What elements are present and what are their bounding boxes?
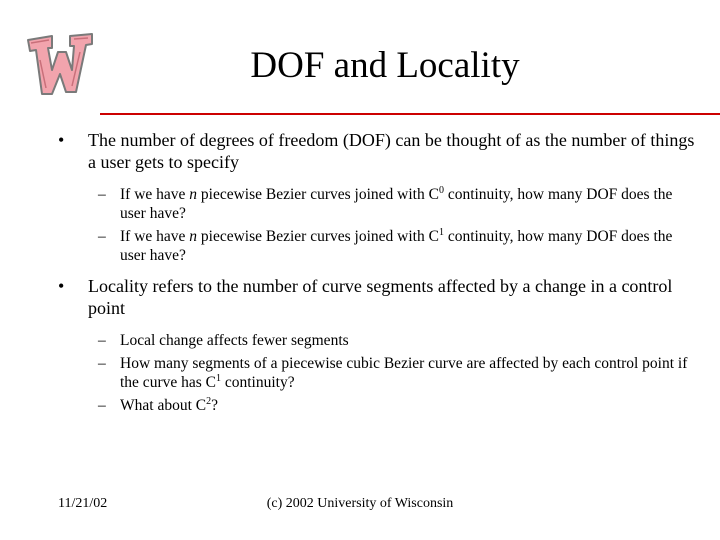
bullet-list	[58, 129, 698, 415]
uw-crest-w-icon	[22, 30, 94, 100]
bullet-text: The number of degrees of freedom (DOF) can be thought of as the number of things a user gets to specify	[88, 130, 695, 172]
sub-text: continuity?	[220, 374, 295, 391]
sub-text: piecewise Bezier curves joined with C	[197, 186, 439, 203]
bullet-marker: •	[58, 130, 65, 150]
var-n: n	[189, 186, 198, 203]
sub-text: piecewise Bezier curves joined with C	[197, 228, 439, 245]
sub-text: What about C	[120, 397, 207, 414]
sub-bullet-local-change	[58, 331, 698, 350]
sub-marker: –	[98, 186, 106, 203]
sub-marker: –	[98, 332, 106, 349]
footer-copyright: (c) 2002 University of Wisconsin	[266, 496, 454, 511]
sub-marker: –	[98, 355, 106, 372]
superscript: 1	[438, 226, 444, 238]
sub-text: Local change affects fewer segments	[120, 332, 349, 349]
sub-marker: –	[98, 397, 106, 414]
bullet-locality	[58, 275, 698, 319]
sub-text: If we have	[120, 228, 190, 245]
title-divider	[100, 113, 720, 115]
slide-title: DOF and Locality	[250, 45, 520, 86]
footer-date: 11/21/02	[58, 496, 108, 511]
bullet-dof	[58, 129, 698, 173]
sub-bullet-c2	[58, 396, 698, 415]
sub-bullet-segments-c1	[58, 354, 698, 392]
sub-bullet-c1	[58, 227, 698, 265]
superscript: 2	[206, 395, 212, 407]
sub-text: How many segments of a piecewise cubic Bezier curve are affected by each control point if the curve has C	[120, 355, 688, 391]
sub-marker: –	[98, 228, 106, 245]
superscript: 1	[215, 372, 221, 384]
sub-text: continuity, how many DOF does the user have?	[120, 228, 673, 264]
var-n: n	[189, 228, 198, 245]
superscript: 0	[438, 184, 444, 196]
bullet-marker: •	[58, 276, 65, 296]
sub-text: If we have	[120, 186, 190, 203]
sub-text: continuity, how many DOF does the user have?	[120, 186, 673, 222]
bullet-text: Locality refers to the number of curve segments affected by a change in a control point	[88, 276, 673, 318]
sub-text: ?	[211, 397, 218, 414]
sub-bullet-c0	[58, 185, 698, 223]
